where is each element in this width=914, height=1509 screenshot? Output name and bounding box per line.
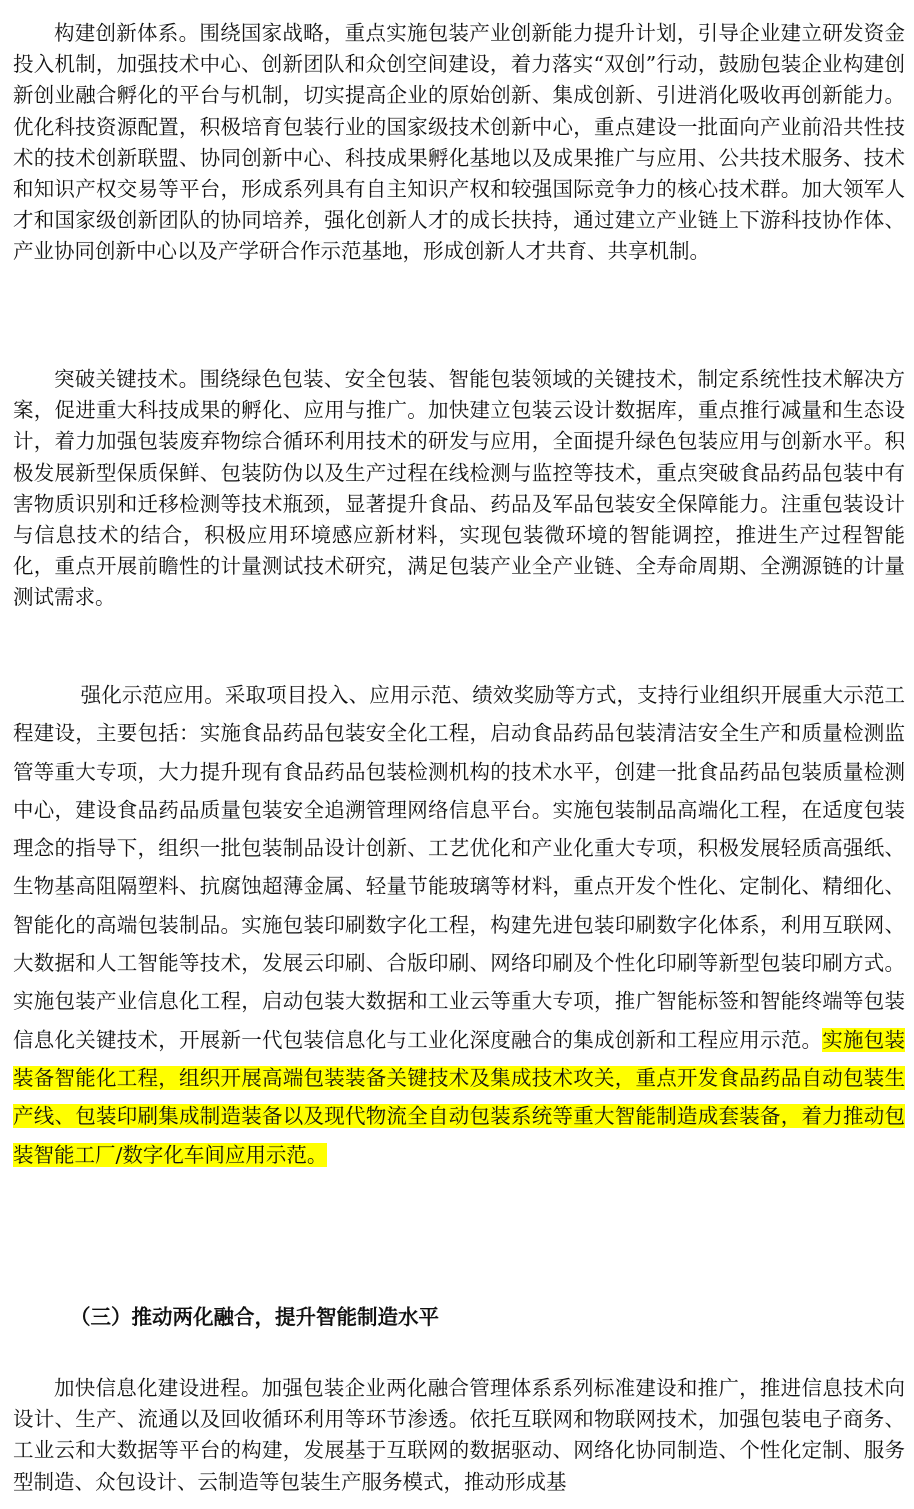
- highlighted-text: 实施包装装备智能化工程，组织开展高端包装装备关键技术及集成技术攻关，重点开发食品药品自动包装生产线、包装印刷集成制造装备以及现代物流全自动包装系统等重大智能制造成套装备，着力推动包装智能工厂/数字化车间应用示范。: [13, 1027, 905, 1167]
- paragraph-key-technologies: 突破关键技术。围绕绿色包装、安全包装、智能包装领域的关键技术，制定系统性技术解决方案，促进重大科技成果的孵化、应用与推广。加快建立包装云设计数据库，重点推行减量和生态设计，着力加强包装废弃物综合循环利用技术的研发与应用，全面提升绿色包装应用与创新水平。积极发展新型保质保鲜、包装防伪以及生产过程在线检测与监控等技术，重点突破食品药品包装中有害物质识别和迁移检测等技术瓶颈，显著提升食品、药品及军品包装安全保障能力。注重包装设计与信息技术的结合，积极应用环境感应新材料，实现包装微环境的智能调控，推进生产过程智能化，重点开展前瞻性的计量测试技术研究，满足包装产业全产业链、全寿命周期、全溯源链的计量测试需求。: [13, 367, 905, 610]
- section-heading: （三）推动两化融合，提升智能制造水平: [70, 1305, 439, 1329]
- paragraph-informatization: 加快信息化建设进程。加强包装企业两化融合管理体系系列标准建设和推广，推进信息技术向设计、生产、流通以及回收循环利用等环节渗透。依托互联网和物联网技术，加强包装电子商务、工业云和大数据等平台的构建，发展基于互联网的数据驱动、网络化协同制造、个性化定制、服务型制造、众包设计、云制造等包装生产服务模式，推动形成基: [13, 1376, 905, 1494]
- paragraph-innovation-system: 构建创新体系。围绕国家战略，重点实施包装产业创新能力提升计划，引导企业建立研发资金投入机制，加强技术中心、创新团队和众创空间建设，着力落实“双创”行动，鼓励包装企业构建创新创业融合孵化的平台与机制，切实提高企业的原始创新、集成创新、引进消化吸收再创新能力。优化科技资源配置，积极培育包装行业的国家级技术创新中心，重点建设一批面向产业前沿共性技术的技术创新联盟、协同创新中心、科技成果孵化基地以及成果推广与应用、公共技术服务、技术和知识产权交易等平台，形成系列具有自主知识产权和较强国际竞争力的核心技术群。加大领军人才和国家级创新团队的协同培养，强化创新人才的成长扶持，通过建立产业链上下游科技协作体、产业协同创新中心以及产学研合作示范基地，形成创新人才共育、共享机制。: [13, 21, 905, 264]
- paragraph-demonstration-application: [13, 676, 905, 1174]
- paragraph-text: 强化示范应用。采取项目投入、应用示范、绩效奖励等方式，支持行业组织开展重大示范工程建设，主要包括：实施食品药品包装安全化工程，启动食品药品包装清洁安全生产和质量检测监管等重大专项，大力提升现有食品药品包装检测机构的技术水平，创建一批食品药品包装质量检测中心，建设食品药品质量包装安全追溯管理网络信息平台。实施包装制品高端化工程，在适度包装理念的指导下，组织一批包装制品设计创新、工艺优化和产业化重大专项，积极发展轻质高强纸、生物基高阻隔塑料、抗腐蚀超薄金属、轻量节能玻璃等材料，重点开发个性化、定制化、精细化、智能化的高端包装制品。实施包装印刷数字化工程，构建先进包装印刷数字化体系，利用互联网、大数据和人工智能等技术，发展云印刷、合版印刷、网络印刷及个性化印刷等新型包装印刷方式。实施包装产业信息化工程，启动包装大数据和工业云等重大专项，推广智能标签和智能终端等包装信息化关键技术，开展新一代包装信息化与工业化深度融合的集成创新和工程应用示范。: [13, 683, 905, 1052]
